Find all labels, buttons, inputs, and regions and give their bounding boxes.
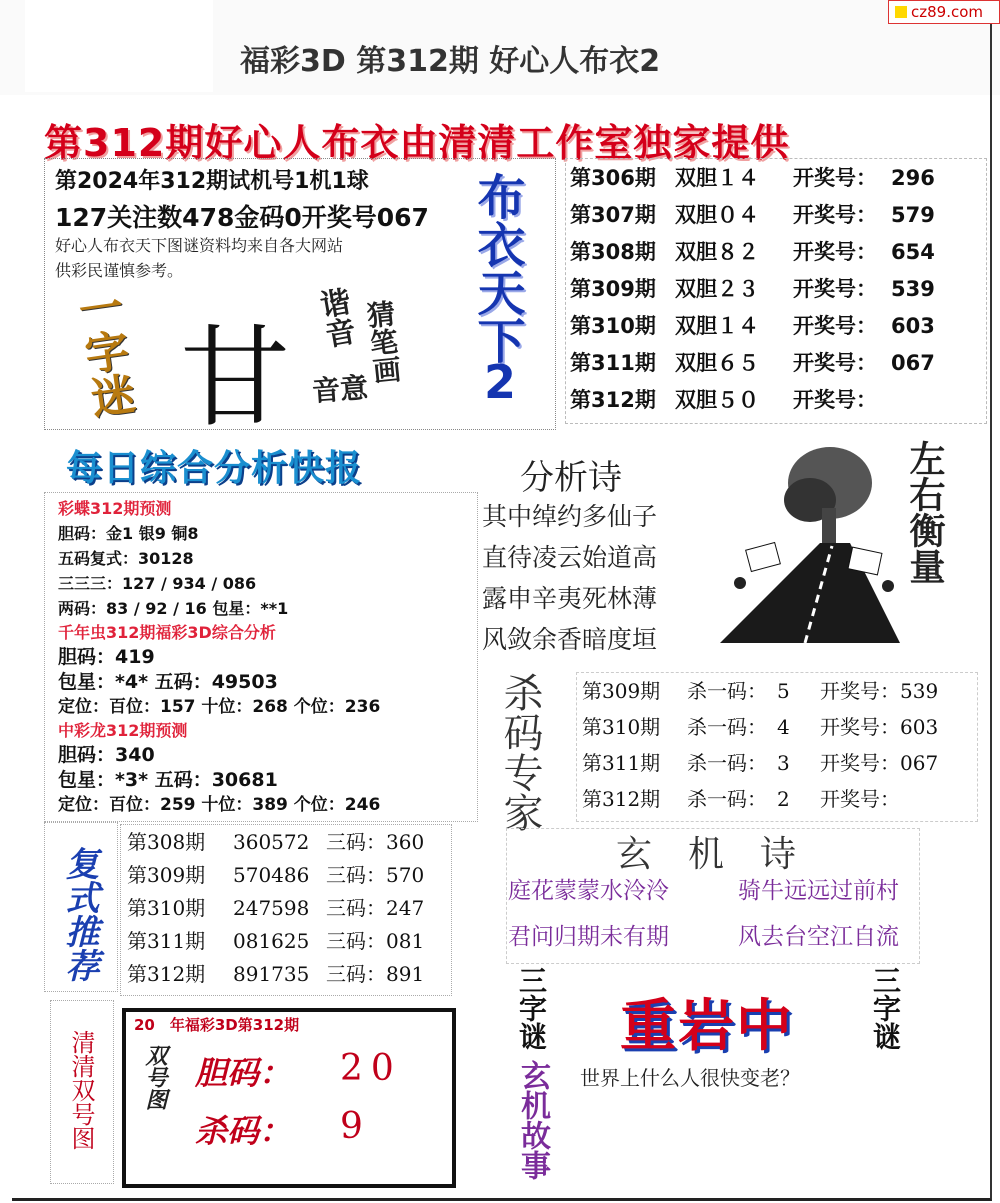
fushi-label: 复式推荐	[59, 846, 99, 982]
history-open-label: 开奖号：	[793, 277, 877, 301]
fushi-row	[127, 859, 424, 892]
riddle-center: 甘	[180, 314, 290, 442]
shuanghao-side: 双号图	[142, 1044, 167, 1110]
riddle-right-col3: 音意	[311, 371, 370, 408]
riddle-left: 一字迷	[68, 283, 137, 421]
zhongcailong-block	[58, 718, 380, 818]
kill-open: 开奖号：067	[820, 751, 939, 775]
gushi-label: 玄机故事	[515, 1060, 550, 1180]
poem-line: 露申辛夷死林薄	[482, 584, 658, 613]
site-url: cz89.com	[911, 3, 984, 21]
history-dan: 双胆１４	[675, 166, 759, 190]
xuanji-line: 骑牛远远过前村	[738, 878, 899, 904]
fushi-issue: 第312期	[127, 962, 206, 986]
history-open-label: 开奖号：	[793, 351, 877, 375]
sanzi-left-label: 三字谜	[515, 966, 548, 1050]
banner-title: 第312期好心人布衣由清清工作室独家提供	[44, 121, 790, 165]
qianniang-line3: 定位：百位：157 十位：268 个位：236	[58, 697, 381, 717]
sha-label: 杀码：	[195, 1112, 292, 1150]
kill-row	[582, 781, 938, 817]
qianniang-head: 千年虫312期福彩3D综合分析	[58, 623, 276, 642]
fushi-num: 360572	[233, 830, 310, 854]
kill-issue: 第311期	[582, 751, 661, 775]
intro-line2: 127关注数478金码0开奖号067	[55, 203, 429, 232]
site-badge[interactable]	[888, 0, 1000, 24]
sanzi-answer: 重岩中	[620, 994, 794, 1059]
kill-list	[582, 673, 938, 817]
square-icon	[895, 6, 907, 18]
fushi-row	[127, 826, 424, 859]
history-row	[570, 345, 935, 382]
history-issue: 第308期	[570, 240, 656, 264]
fushi-issue: 第311期	[127, 929, 206, 953]
history-row	[570, 160, 935, 197]
zhongcailong-line3: 定位：百位：259 十位：389 个位：246	[58, 795, 381, 815]
history-dan: 双胆５０	[675, 388, 759, 412]
history-open-label: 开奖号：	[793, 166, 877, 190]
gushi-question: 世界上什么人很快变老？	[580, 1066, 800, 1090]
caidie-line4: 两码：83 / 92 / 16 包星：**1	[58, 599, 289, 618]
kill-code: 杀一码： 4	[687, 715, 790, 739]
caidie-line2: 五码复式：30128	[58, 549, 194, 568]
fushi-three: 三码：570	[326, 863, 425, 887]
fushi-row	[127, 892, 424, 925]
xuanji-line: 君问归期未有期	[508, 924, 669, 950]
history-open-label: 开奖号：	[793, 388, 877, 412]
shuanghao-card	[122, 1008, 456, 1188]
fushi-three: 三码：247	[326, 896, 425, 920]
fushi-three: 三码：360	[326, 830, 425, 854]
person-right	[882, 580, 894, 592]
riddle-right-col2: 猜笔画	[361, 298, 404, 386]
fushi-num: 891735	[233, 962, 310, 986]
fushi-row	[127, 925, 424, 958]
history-row	[570, 382, 935, 419]
zhongcailong-line1: 胆码：340	[58, 744, 155, 766]
xuanji-row	[508, 868, 899, 914]
qianniang-line2: 包星：*4* 五码：49503	[58, 671, 278, 693]
kill-row	[582, 745, 938, 781]
caidie-head: 彩蝶312期预测	[58, 499, 172, 518]
history-open: 539	[891, 277, 935, 301]
qianniang-block	[58, 620, 380, 720]
intro-line1: 第2024年312期试机号1机1球	[55, 169, 369, 194]
kill-issue: 第310期	[582, 715, 661, 739]
kill-open: 开奖号：539	[820, 679, 939, 703]
history-open: 579	[891, 203, 935, 227]
fushi-three: 三码：081	[326, 929, 425, 953]
kill-code: 杀一码： 2	[687, 787, 790, 811]
kill-issue: 第312期	[582, 787, 661, 811]
history-open: 067	[891, 351, 935, 375]
smoke-stem	[822, 508, 836, 548]
daily-title: 每日综合分析快报	[66, 448, 363, 489]
poem-line: 直待凌云始道高	[482, 543, 658, 572]
fushi-issue: 第310期	[127, 896, 206, 920]
kill-label: 杀码专家	[497, 672, 543, 832]
poem-line: 风敛余香暗度垣	[482, 625, 658, 654]
buyi-number: 2	[484, 355, 517, 409]
sign-left	[746, 542, 781, 571]
sanzi-right-label: 三字谜	[869, 966, 902, 1050]
xuanji-title: 玄 机 诗	[616, 834, 797, 875]
history-row	[570, 197, 935, 234]
history-open-label: 开奖号：	[793, 314, 877, 338]
history-dan: 双胆０４	[675, 203, 759, 227]
analysis-poem-title: 分析诗	[520, 458, 622, 498]
history-list	[570, 160, 935, 419]
dan-value: 20	[340, 1048, 402, 1089]
road-illustration	[700, 438, 905, 648]
history-dan: 双胆６５	[675, 351, 759, 375]
caidie-line1: 胆码：金1 银9 铜8	[58, 524, 199, 543]
kill-code: 杀一码： 3	[687, 751, 790, 775]
history-issue: 第309期	[570, 277, 656, 301]
xuanji-row	[508, 914, 899, 960]
kill-row	[582, 709, 938, 745]
analysis-poem	[482, 496, 657, 660]
history-dan: 双胆８２	[675, 240, 759, 264]
xuanji-line: 风去台空江自流	[738, 924, 899, 950]
kill-open: 开奖号：603	[820, 715, 939, 739]
kill-row	[582, 673, 938, 709]
person-left	[734, 577, 746, 589]
qianniang-line1: 胆码：419	[58, 646, 155, 668]
history-issue: 第311期	[570, 351, 656, 375]
history-open: 296	[891, 166, 935, 190]
history-issue: 第312期	[570, 388, 656, 412]
intro-line3: 好心人布衣天下图谜资料均来自各大网站	[55, 236, 344, 255]
page-title: 福彩3D 第312期 好心人布衣2	[240, 44, 661, 79]
caidie-block	[58, 496, 288, 621]
xuanji-line: 庭花蒙蒙水泠泠	[508, 878, 669, 904]
caidie-line3: 三三三：127 / 934 / 086	[58, 574, 257, 593]
dan-label: 胆码：	[195, 1054, 292, 1092]
history-row	[570, 234, 935, 271]
kill-issue: 第309期	[582, 679, 661, 703]
zhongcailong-head: 中彩龙312期预测	[58, 721, 188, 740]
zuoyou-label: 左右衡量	[904, 440, 946, 584]
riddle-right-col1: 谐音	[312, 285, 357, 351]
zhongcailong-line2: 包星：*3* 五码：30681	[58, 769, 278, 791]
history-issue: 第307期	[570, 203, 656, 227]
history-dan: 双胆１４	[675, 314, 759, 338]
kill-open: 开奖号：	[820, 787, 900, 811]
fushi-num: 081625	[233, 929, 310, 953]
kill-code: 杀一码： 5	[687, 679, 790, 703]
fushi-num: 570486	[233, 863, 310, 887]
history-issue: 第306期	[570, 166, 656, 190]
intro-line4: 供彩民谨慎参考。	[55, 261, 184, 280]
history-row	[570, 308, 935, 345]
fushi-issue: 第309期	[127, 863, 206, 887]
qingqing-label: 清清双号图	[67, 1030, 95, 1150]
xuanji-poem	[508, 868, 899, 960]
buyi-label: 布衣天下	[469, 172, 525, 364]
history-open: 603	[891, 314, 935, 338]
history-dan: 双胆２３	[675, 277, 759, 301]
fushi-issue: 第308期	[127, 830, 206, 854]
fushi-row	[127, 958, 424, 991]
history-issue: 第310期	[570, 314, 656, 338]
shuanghao-header: 20 年福彩3D第312期	[134, 1016, 300, 1034]
history-open: 654	[891, 240, 935, 264]
fushi-three: 三码：891	[326, 962, 425, 986]
history-open-label: 开奖号：	[793, 203, 877, 227]
poem-line: 其中绰约多仙子	[482, 502, 658, 531]
fushi-list	[127, 826, 424, 991]
sha-value: 9	[340, 1106, 363, 1147]
history-row	[570, 271, 935, 308]
history-open-label: 开奖号：	[793, 240, 877, 264]
fushi-num: 247598	[233, 896, 310, 920]
